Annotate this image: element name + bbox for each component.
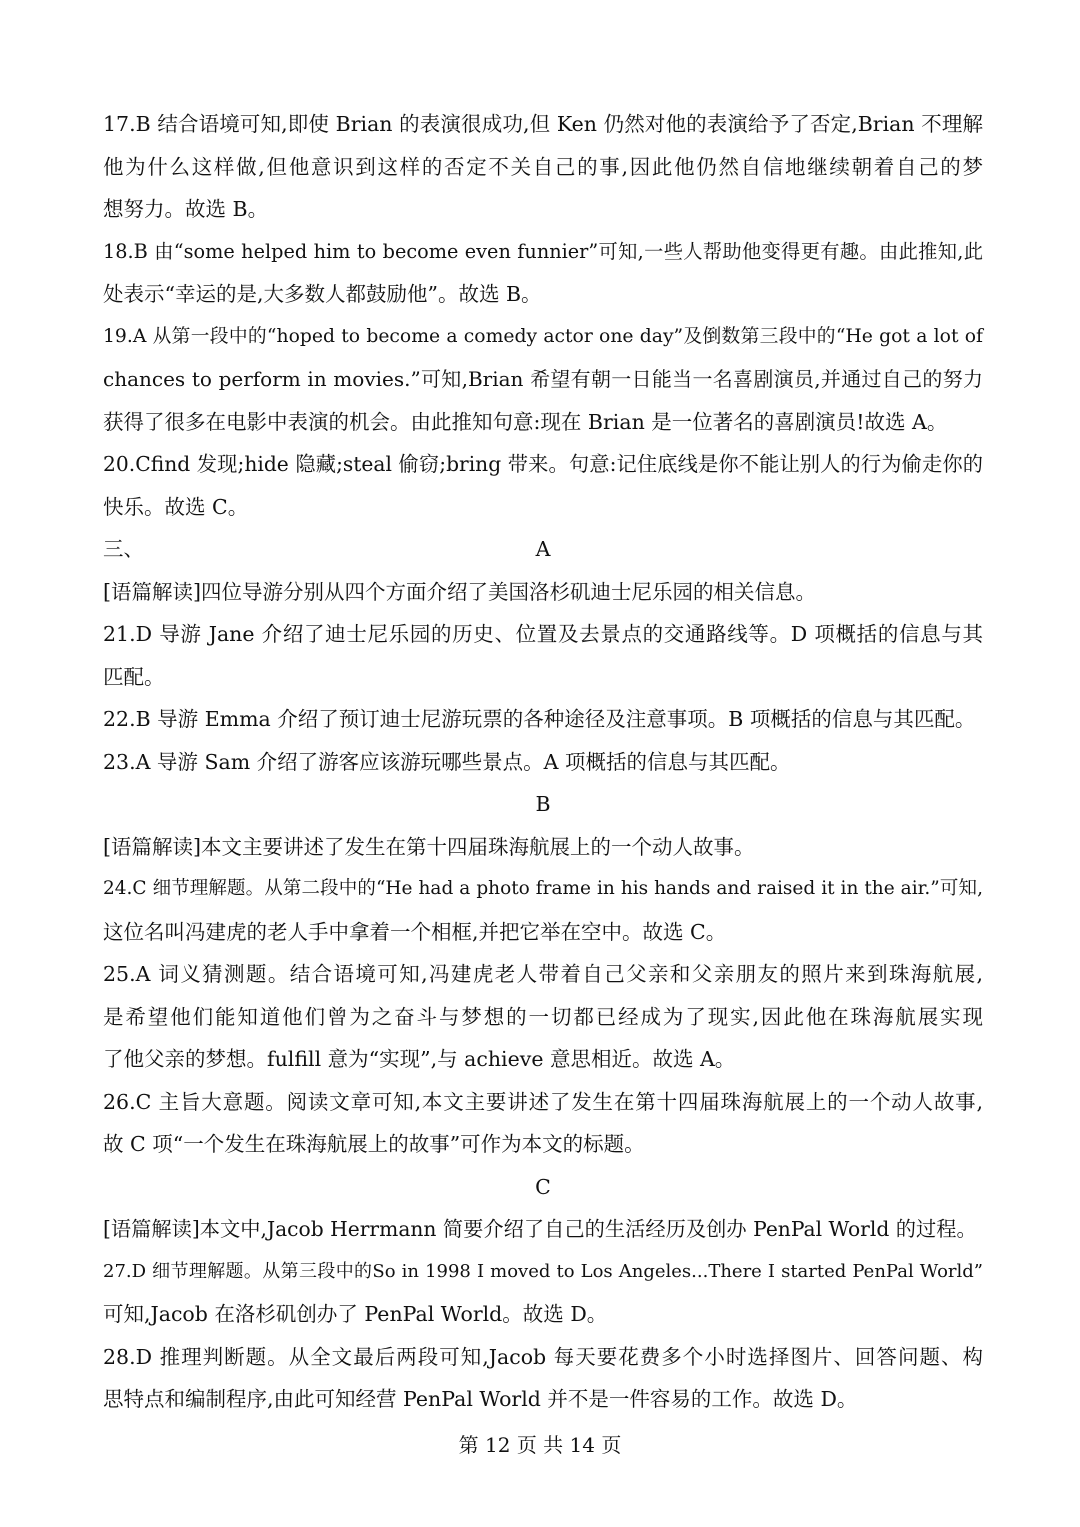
answer-27-line-2: 可知,Jacob 在洛杉矶创办了 PenPal World。故选 D。 (103, 1302, 608, 1326)
answer-19-line-2: chances to perform in movies.”可知,Brian 希望有朝一日能当一名喜剧演员,并通过自己的努力 (103, 367, 983, 391)
answer-17-line-1: 17.B 结合语境可知,即使 Brian 的表演很成功,但 Ken 仍然对他的表演给予了否定,Brian 不理解 (103, 112, 983, 136)
page-number-footer: 第 12 页 共 14 页 (458, 1433, 622, 1457)
section-number: 三、 (103, 537, 144, 561)
answer-26-line-2: 故 C 项“一个发生在珠海航展上的故事”可作为本文的标题。 (103, 1132, 645, 1156)
answer-24-line-1: 24.C 细节理解题。从第二段中的“He had a photo frame in his hands and raised it in the air.”可知, (103, 878, 983, 899)
answer-25-line-3: 了他父亲的梦想。fulfill 意为“实现”,与 achieve 意思相近。故选 A。 (103, 1047, 736, 1071)
answer-22: 22.B 导游 Emma 介绍了预订迪士尼游玩票的各种途径及注意事项。B 项概括的信息与其匹配。 (103, 707, 976, 731)
passage-a-summary: [语篇解读]四位导游分别从四个方面介绍了美国洛杉矶迪士尼乐园的相关信息。 (103, 579, 816, 604)
answer-20-line-1: 20.Cfind 发现;hide 隐藏;steal 偷窃;bring 带来。句意:记住底线是你不能让别人的行为偷走你的 (103, 452, 983, 476)
answer-19-line-1: 19.A 从第一段中的“hoped to become a comedy actor one day”及倒数第三段中的“He got a lot of (103, 325, 983, 347)
answer-17-line-2: 他为什么这样做,但他意识到这样的否定不关自己的事,因此他仍然自信地继续朝着自己的梦 (103, 154, 983, 179)
answer-21-line-1: 21.D 导游 Jane 介绍了迪士尼乐园的历史、位置及去景点的交通路线等。D 项概括的信息与其 (103, 622, 983, 646)
passage-label-b: B (535, 792, 551, 816)
answer-explanations (103, 103, 983, 1421)
answer-19-line-3: 获得了很多在电影中表演的机会。由此推知句意:现在 Brian 是一位著名的喜剧演员!故选 A。 (103, 409, 948, 434)
passage-c-summary: [语篇解读]本文中,Jacob Herrmann 简要介绍了自己的生活经历及创办 PenPal World 的过程。 (103, 1217, 977, 1241)
answer-28-line-2: 思特点和编制程序,由此可知经营 PenPal World 并不是一件容易的工作。故选 D。 (103, 1387, 858, 1411)
answer-23: 23.A 导游 Sam 介绍了游客应该游玩哪些景点。A 项概括的信息与其匹配。 (103, 749, 791, 774)
answer-18-line-1: 18.B 由“some helped him to become even funnier”可知,一些人帮助他变得更有趣。由此推知,此 (103, 239, 983, 263)
section-three-header (103, 528, 983, 571)
answer-17-line-3: 想努力。故选 B。 (103, 197, 269, 221)
passage-b-summary: [语篇解读]本文主要讲述了发生在第十四届珠海航展上的一个动人故事。 (103, 834, 755, 859)
answer-27-line-1: 27.D 细节理解题。从第三段中的So in 1998 I moved to Los Angeles...There I started PenPal World” (103, 1260, 983, 1282)
answer-25-line-2: 是希望他们能知道他们曾为之奋斗与梦想的一切都已经成为了现实,因此他在珠海航展实现 (103, 1004, 983, 1029)
answer-24-line-2: 这位名叫冯建虎的老人手中拿着一个相框,并把它举在空中。故选 C。 (103, 919, 727, 944)
answer-25-line-1: 25.A 词义猜测题。结合语境可知,冯建虎老人带着自己父亲和父亲朋友的照片来到珠海航展, (103, 962, 983, 986)
answer-26-line-1: 26.C 主旨大意题。阅读文章可知,本文主要讲述了发生在第十四届珠海航展上的一个动人故事, (103, 1089, 983, 1114)
answer-21-line-2: 匹配。 (103, 664, 165, 689)
answer-18-line-2: 处表示“幸运的是,大多数人都鼓励他”。故选 B。 (103, 282, 542, 306)
passage-label-c: C (535, 1174, 551, 1199)
answer-28-line-1: 28.D 推理判断题。从全文最后两段可知,Jacob 每天要花费多个小时选择图片、回答问题、构 (103, 1344, 983, 1369)
passage-label-a: A (535, 537, 551, 561)
answer-20-line-2: 快乐。故选 C。 (103, 494, 249, 519)
